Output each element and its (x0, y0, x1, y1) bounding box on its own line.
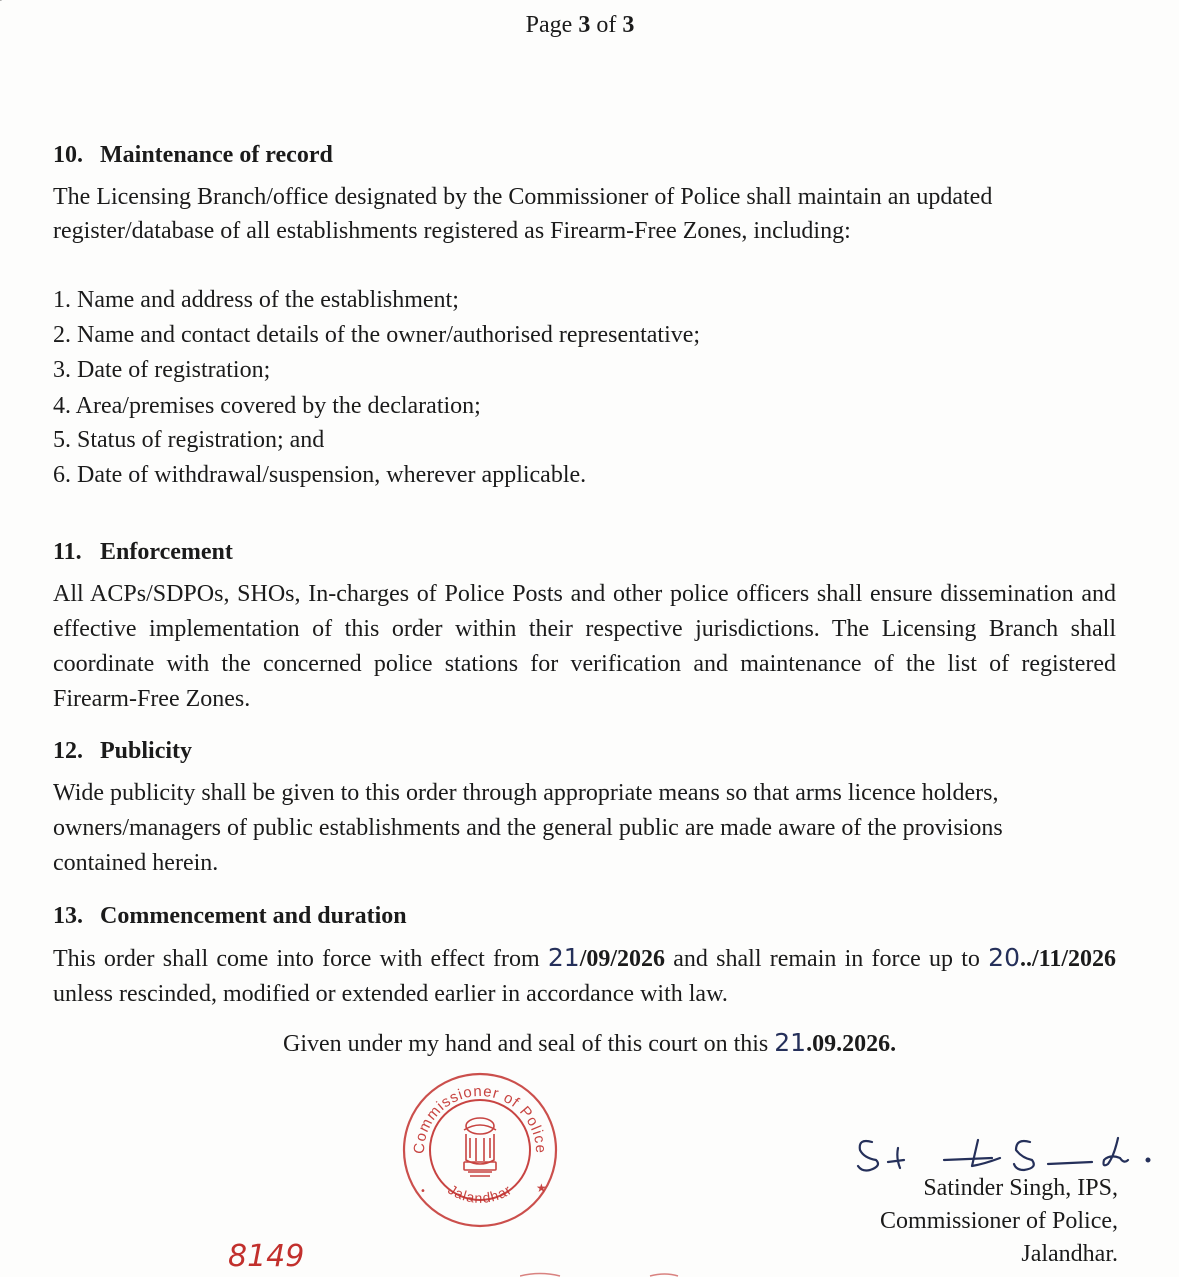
record-item-5: 5. Status of registration; and (53, 427, 325, 453)
section-10-heading: 10. Maintenance of record (53, 142, 333, 168)
signatory-block (880, 1172, 1118, 1271)
record-item-2: 2. Name and contact details of the owner/authorised representative; (53, 322, 701, 348)
section-11-heading: 11. Enforcement (53, 539, 233, 565)
section-13-paragraph: This order shall come into force with effect from 21/09/2026 and shall remain in force up to 20../11/2026 unless rescinded, modified or extended earlier in accordance with law. (53, 943, 1116, 1007)
corner-scan-mark (0, 0, 26, 11)
section-12-paragraph: Wide publicity shall be given to this order through appropriate means so that arms licence holders, owners/managers of public establishments and the general public are made aware of the provisions contained herein. (53, 780, 1003, 876)
page-number: Page 3 of 3 (525, 12, 635, 38)
record-item-1: 1. Name and address of the establishment; (53, 287, 459, 313)
svg-text:8149: 8149 (228, 1239, 305, 1274)
signatory-place: Jalandhar. (1021, 1241, 1118, 1267)
section-11-paragraph: All ACPs/SDPOs, SHOs, In-charges of Police Posts and other police officers shall ensure dissemination and effective implementation of this order within their respective jurisdictions. The Licensing Branch shall coordinate with the concerned police stations for verification and maintenance of the list of registered Firearm-Free Zones. (53, 581, 1116, 712)
handwritten-start-day: 21 (547, 943, 580, 972)
record-item-4: 4. Area/premises covered by the declaration; (53, 393, 481, 419)
bottom-edge-mark (520, 1271, 680, 1277)
record-item-6: 6. Date of withdrawal/suspension, wherever applicable. (53, 462, 587, 488)
record-item-3: 3. Date of registration; (53, 357, 271, 383)
given-under-hand-line: Given under my hand and seal of this court on this 21.09.2026. (283, 1028, 897, 1057)
section-10-paragraph-line-2: register/database of all establishments registered as Firearm-Free Zones, including: (53, 218, 851, 244)
handwritten-end-day: 20 (988, 943, 1020, 972)
section-12-heading: 12. Publicity (53, 738, 193, 764)
signatory-name: Satinder Singh, IPS, (923, 1175, 1118, 1201)
section-10-paragraph-line-1: The Licensing Branch/office designated by the Commissioner of Police shall maintain an updated (53, 184, 993, 210)
official-seal-stamp (400, 1068, 560, 1228)
svg-text:•: • (420, 1186, 426, 1197)
handwritten-given-day: 21 (774, 1028, 807, 1057)
svg-text:Jalandhar: Jalandhar (445, 1181, 515, 1206)
svg-text:★: ★ (536, 1181, 547, 1195)
section-13-heading: 13. Commencement and duration (53, 903, 407, 929)
signatory-designation: Commissioner of Police, (880, 1208, 1118, 1234)
svg-text:Commissioner of Police: Commissioner of Police (410, 1082, 550, 1155)
handwritten-dispatch-number (226, 1238, 326, 1274)
